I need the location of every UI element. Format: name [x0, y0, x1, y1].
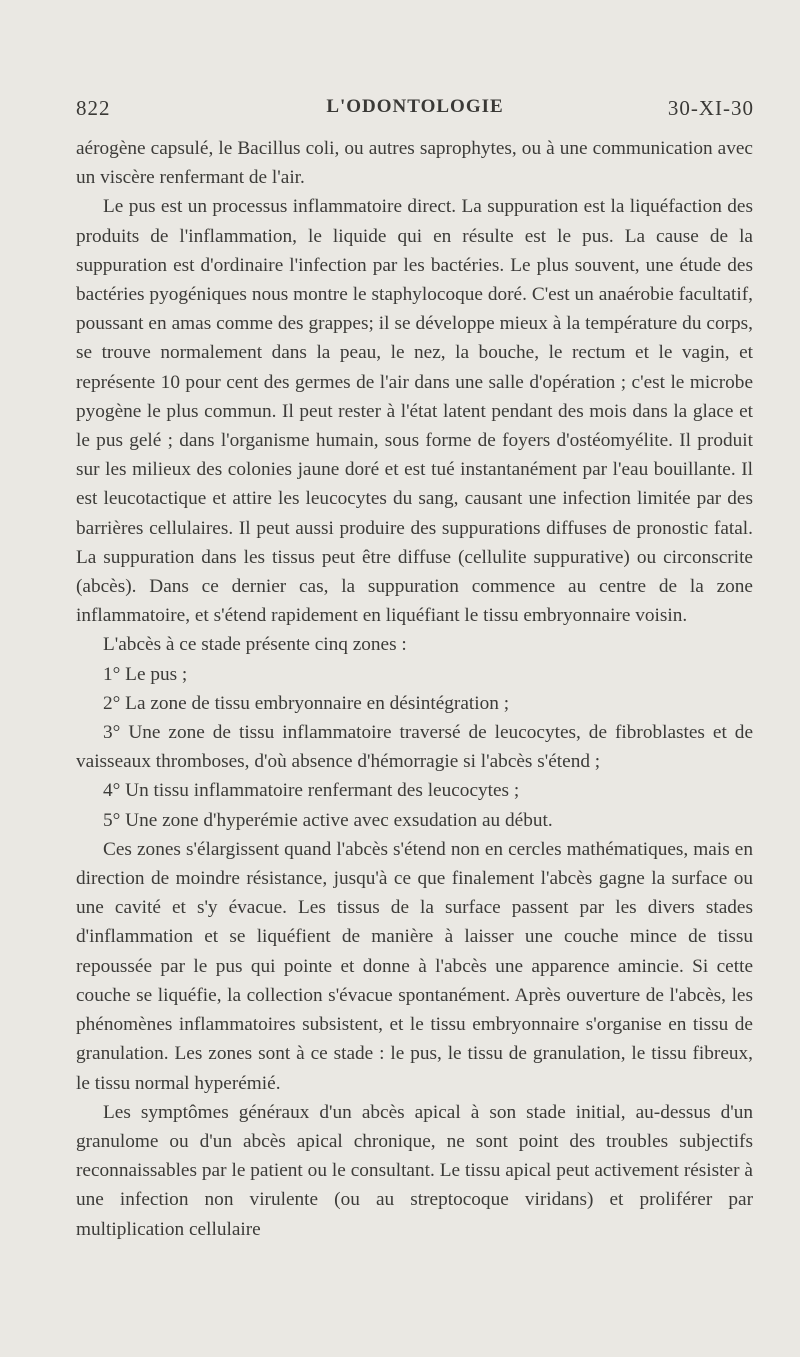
paragraph-pus: Le pus est un processus inflammatoire direct. La suppuration est la liquéfaction des produits de l'inflammation, le liquide qui en résulte est le pus. La cause de la suppuration est d'ordinaire l'infection par les bactéries. Le plus souvent, une étude des bactéries pyogéniques nous montre le staphylocoque doré. C'est un anaérobie facultatif, poussant en amas comme des grappes; il se développe mieux à la température du corps, se trouve normalement dans la peau, le nez, la bouche, le rectum et le vagin, et représente 10 pour cent des germes de l'air dans une salle d'opération ; c'est le microbe pyogène le plus commun. Il peut rester à l'état latent pendant des mois dans la glace et le pus gelé ; dans l'organisme humain, sous forme de foyers d'ostéomyélite. Il produit sur les milieux des colonies jaune doré et est tué instantanément par l'eau bouillante. Il est leucotactique et attire les leucocytes du sang, causant une infection limitée par des barrières cellulaires. Il peut aussi produire des suppurations diffuses de pronostic fatal. La suppuration dans les tissus peut être diffuse (cellulite suppurative) ou circonscrite (abcès). Dans ce dernier cas, la suppuration commence au centre de la zone inflammatoire, et s'étend rapidement en liquéfiant le tissu embryonnaire voisin. [76, 196, 753, 627]
running-header [76, 96, 754, 126]
page-number: 822 [76, 96, 111, 120]
list-item-zone-5: 5° Une zone d'hyperémie active avec exsudation au début. [103, 809, 553, 831]
list-item-zone-3: 3° Une zone de tissu inflammatoire traversé de leucocytes, de fibroblastes et de vaisseaux thromboses, d'où absence d'hémorragie si l'abcès s'étend ; [76, 722, 753, 773]
list-item-zone-4: 4° Un tissu inflammatoire renfermant des leucocytes ; [103, 780, 520, 802]
issue-date: 30-XI-30 [667, 96, 754, 120]
body-text [76, 134, 753, 1244]
journal-title: L'ODONTOLOGIE [326, 96, 504, 117]
list-item-zone-1: 1° Le pus ; [103, 663, 188, 685]
paragraph-symptomes: Les symptômes généraux d'un abcès apical à son stade initial, au-dessus d'un granulome ou d'un abcès apical chronique, ne sont point des troubles subjectifs reconnaissables par le patient ou le consultant. Le tissu apical peut activement résister à une infection non virulente (ou au streptocoque viridans) et proliférer par multiplication cellulaire [76, 1101, 753, 1240]
paragraph-continuation: aérogène capsulé, le Bacillus coli, ou autres saprophytes, ou à une communication avec un viscère renfermant de l'air. [76, 138, 753, 189]
list-item-zone-2: 2° La zone de tissu embryonnaire en désintégration ; [103, 692, 510, 714]
paragraph-abces-intro: L'abcès à ce stade présente cinq zones : [103, 634, 407, 656]
paragraph-zones: Ces zones s'élargissent quand l'abcès s'étend non en cercles mathématiques, mais en direction de moindre résistance, jusqu'à ce que finalement l'abcès gagne la surface ou une cavité et s'y évacue. Les tissus de la surface passent par les divers stades d'inflammation et se liquéfient de manière à laisser une couche mince de tissu repoussée par le pus qui pointe et donne à l'abcès une apparence amincie. Si cette couche se liquéfie, la collection s'évacue spontanément. Après ouverture de l'abcès, les phénomènes inflammatoires subsistent, et le tissu embryonnaire s'organise en tissu de granulation. Les zones sont à ce stade : le pus, le tissu de granulation, le tissu fibreux, le tissu normal hyperémié. [76, 838, 753, 1094]
